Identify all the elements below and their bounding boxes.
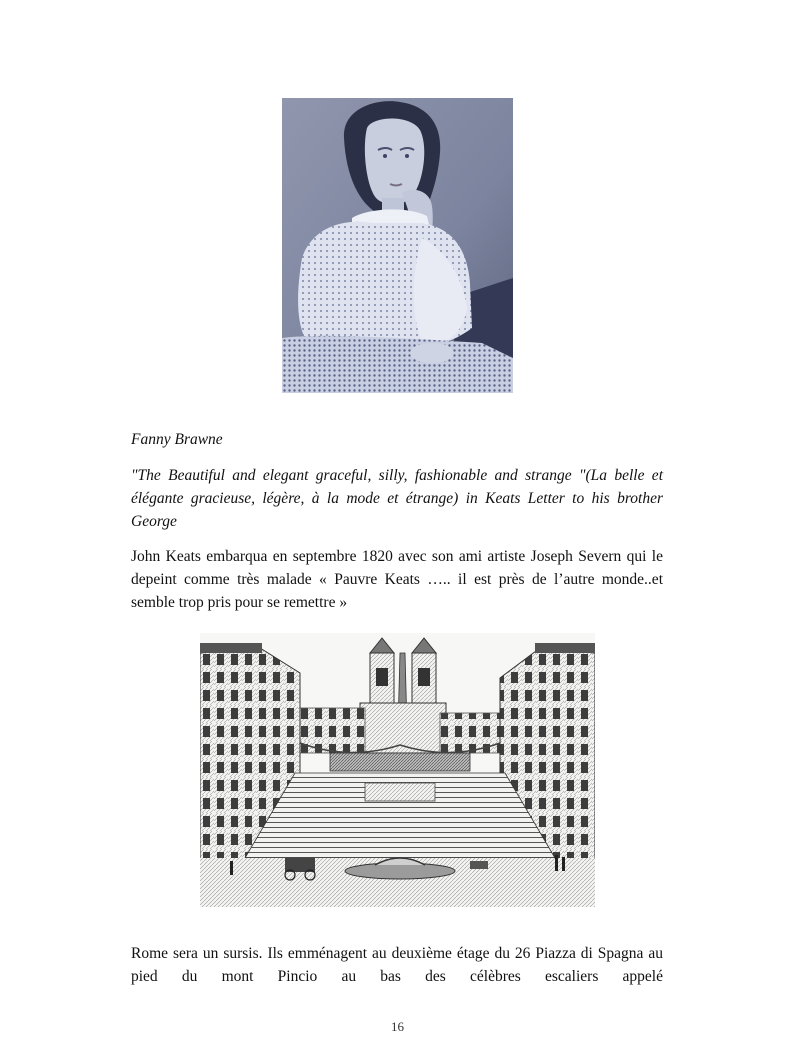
spanish-steps-engraving	[200, 633, 595, 907]
engraving-drawing	[200, 633, 595, 907]
portrait-drawing	[282, 98, 513, 393]
body-paragraph-1: John Keats embarqua en septembre 1820 avec son ami artiste Joseph Severn qui le depeint comme très malade « Pauvre Keats ….. il est près de l’autre monde..et semble trop pris pour se remettre »	[131, 548, 663, 611]
portrait-photograph	[282, 98, 513, 393]
page-number: 16	[391, 1019, 404, 1034]
quote-paragraph: "The Beautiful and elegant graceful, silly, fashionable and strange "(La belle et élégante gracieuse, légère, à la mode et étrange) in Keats Letter to his brother George	[131, 467, 663, 530]
body-paragraph-2: Rome sera un sursis. Ils emménagent au deuxième étage du 26 Piazza di Spagna au pied du mont Pincio au bas des célèbres escaliers appelé	[131, 945, 663, 985]
image-caption: Fanny Brawne	[131, 431, 223, 448]
